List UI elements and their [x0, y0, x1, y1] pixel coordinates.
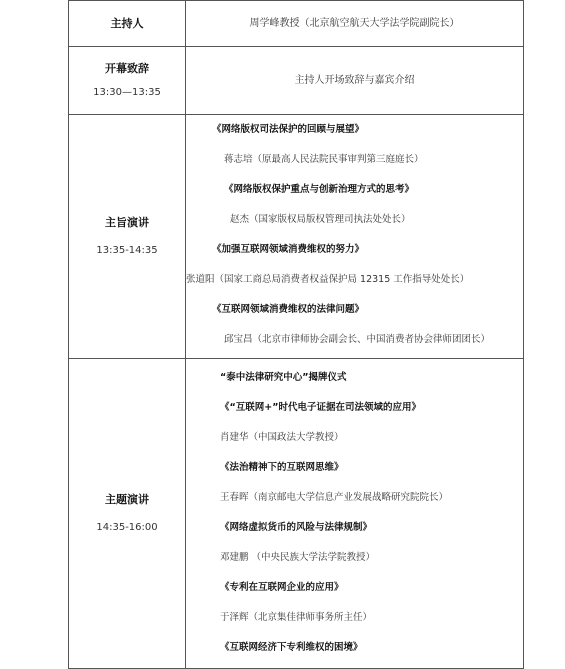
- keynote-content-cell: [186, 115, 524, 359]
- theme-row: [69, 359, 524, 669]
- keynote-speaker-3: 张道阳（国家工商总局消费者权益保护局 12315 工作指导处处长）: [186, 274, 470, 285]
- opening-content: 主持人开场致辞与嘉宾介绍: [294, 74, 415, 86]
- theme-speaker-1: 肖建华（中国政法大学教授）: [220, 432, 344, 443]
- keynote-speaker-2: 赵杰（国家版权局版权管理司执法处处长）: [230, 214, 411, 225]
- keynote-label-cell: [69, 115, 186, 359]
- keynote-speaker-4: 邱宝昌（北京市律师协会副会长、中国消费者协会律师团团长）: [224, 334, 491, 345]
- opening-time: 13:30—13:35: [93, 87, 161, 98]
- host-label-cell: [69, 1, 186, 47]
- theme-time: 14:35-16:00: [96, 522, 158, 533]
- theme-speaker-2: 王春晖（南京邮电大学信息产业发展战略研究院院长）: [220, 492, 449, 503]
- keynote-speaker-1: 蒋志培（原最高人民法院民事审判第三庭庭长）: [224, 154, 424, 165]
- theme-topic-2: 《法治精神下的互联网思维》: [220, 462, 344, 473]
- host-content-cell: [186, 1, 524, 47]
- theme-topic-3: 《网络虚拟货币的风险与法律规制》: [220, 522, 373, 533]
- host-row: [69, 1, 524, 47]
- keynote-topic-2: 《网络版权保护重点与创新治理方式的思考》: [224, 184, 415, 195]
- opening-content-cell: [186, 47, 524, 115]
- keynote-topic-1: 《网络版权司法保护的回顾与展望》: [212, 124, 365, 135]
- theme-label-cell: [69, 359, 186, 669]
- theme-label: 主题演讲: [105, 493, 149, 506]
- theme-speaker-4: 于泽辉（北京集佳律师事务所主任）: [220, 612, 373, 623]
- opening-row: [69, 47, 524, 115]
- host-name: 周学峰教授（北京航空航天大学法学院副院长）: [249, 17, 460, 29]
- keynote-label: 主旨演讲: [105, 216, 149, 229]
- host-label: 主持人: [110, 16, 144, 30]
- theme-topic-1: 《“互联网+”时代电子证据在司法领域的应用》: [220, 402, 421, 413]
- opening-label: 开幕致辞: [105, 62, 149, 75]
- theme-speaker-3: 邓建鹏 （中央民族大学法学院教授）: [220, 552, 376, 563]
- theme-topic-4: 《专利在互联网企业的应用》: [220, 582, 344, 593]
- opening-label-cell: [69, 47, 186, 115]
- keynote-topic-3: 《加强互联网领域消费维权的努力》: [212, 244, 365, 255]
- keynote-topic-4: 《互联网领域消费维权的法律问题》: [212, 304, 365, 315]
- keynote-time: 13:35-14:35: [96, 245, 158, 256]
- keynote-row: [69, 115, 524, 359]
- theme-topic-5: 《互联网经济下专利维权的困境》: [220, 642, 363, 653]
- theme-ceremony: “泰中法律研究中心”揭牌仪式: [220, 372, 347, 383]
- theme-content-cell: [186, 359, 524, 669]
- agenda-table: [68, 0, 524, 669]
